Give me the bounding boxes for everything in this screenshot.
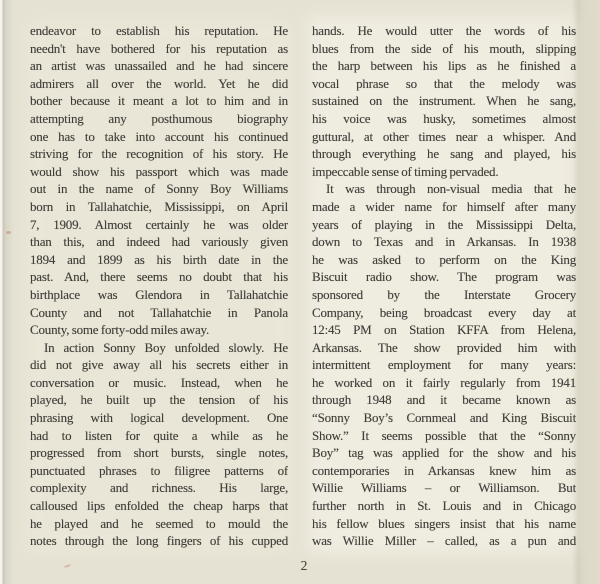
text-line: played, he built up the tension of his [30,392,288,408]
text-line: Show.” It seems possible that the “Sonny [312,427,576,443]
text-line: County, some forty-odd miles away. [30,322,210,338]
text-line: 12:45 PM on Station KFFA from Helena, [312,322,576,338]
text-line: through everything he sang and played, his [312,146,576,162]
text-line: 7, 1909. Almost certainly he was older [30,216,288,232]
paper-speck [64,564,71,568]
text-line: admirers all over the world. Yet he did [30,75,288,91]
text-line: “Sonny Boy’s Cornmeal and King Biscuit [312,410,576,426]
text-line: did not give away all his secrets either in [30,357,288,373]
text-line: would show his passport which was made [30,163,288,179]
text-line: It was through non-visual media that he [326,181,576,197]
text-line: conversation or music. Instead, when he [30,374,288,390]
text-line: he was asked to perform on the King [312,251,576,267]
paper-speck [6,231,11,234]
text-line: needn't have bothered for his reputation as [30,40,288,56]
text-line: down to Texas and in Arkansas. In 1938 [312,234,576,250]
text-line: his voice was husky, sometimes almost [312,110,576,126]
text-line: one has to take into account his continued [30,128,288,144]
text-line: punctuated phrases to filigree patterns of [30,462,288,478]
text-line: contemporaries in Arkansas knew him as [312,462,576,478]
text-line: made a wider name for himself after many [312,198,576,214]
text-line: guttural, at other times near a whisper. And [312,128,576,144]
text-line: In action Sonny Boy unfolded slowly. He [44,339,288,355]
text-line: sustained on the instrument. When he sang, [312,93,576,109]
text-line: County and not Tallahatchie in Panola [30,304,288,320]
text-line: was Willie Miller – called, as a pun and [312,533,576,549]
text-line: born in Tallahatchie, Mississippi, on April [30,198,288,214]
text-line: endeavor to establish his reputation. He [30,23,288,38]
text-line: through 1948 and it became known as [312,392,576,408]
page-number: 2 [300,558,308,573]
text-line: 1894 and 1899 as his birth date in the [30,251,288,267]
text-line: bother because it meant a lot to him and in [30,93,288,109]
text-line: Boy” tag was applied for the show and his [312,445,576,461]
text-line: years of playing in the Mississippi Delta, [312,216,576,232]
text-line: notes through the long fingers of his cupped [30,533,288,549]
text-line: Arkansas. The show provided him with [312,339,576,355]
text-line: birthplace was Glendora in Tallahatchie [30,286,288,302]
text-line: hands. He would utter the words of his [312,23,576,38]
right-column-text [312,22,576,550]
text-line: the harp between his lips as he finished a [312,58,576,74]
text-line: he worked on it fairly regularly from 1941 [312,374,576,390]
text-line: impeccable sense of timing pervaded. [312,163,499,179]
text-line: Willie Williams – or Williamson. But [312,480,576,496]
text-line: intermittent employment for many years: [312,357,576,373]
text-line: Biscuit radio show. The program was [312,269,576,285]
text-line: complexity and richness. His large, [30,480,288,496]
text-line: Company, being broadcast every day at [312,304,576,320]
left-column-text [30,22,288,550]
text-line: blues from the side of his mouth, slipping [312,40,576,56]
text-line: striving for the recognition of his story. He [30,146,288,162]
text-line: further north in St. Louis and in Chicago [312,498,576,514]
text-line: had to listen for quite a while as he [30,427,288,443]
text-line: vocal phrase so that the melody was [312,75,576,91]
text-line: his fellow blues singers insist that his name [312,515,576,531]
text-line: he played and he seemed to mould the [30,515,288,531]
text-line: than this, and indeed had variously given [30,234,288,250]
text-line: past. And, there seems no doubt that his [30,269,288,285]
text-line: phrasing with logical development. One [30,410,288,426]
text-line: calloused lips enfolded the cheap harps that [30,498,288,514]
text-line: sponsored by the Interstate Grocery [312,286,576,302]
text-line: progressed from short bursts, single notes, [30,445,288,461]
text-line: out in the name of Sonny Boy Williams [30,181,288,197]
text-line: attempting any posthumous biography [30,110,288,126]
text-line: an artist was unassailed and he had sincere [30,58,288,74]
